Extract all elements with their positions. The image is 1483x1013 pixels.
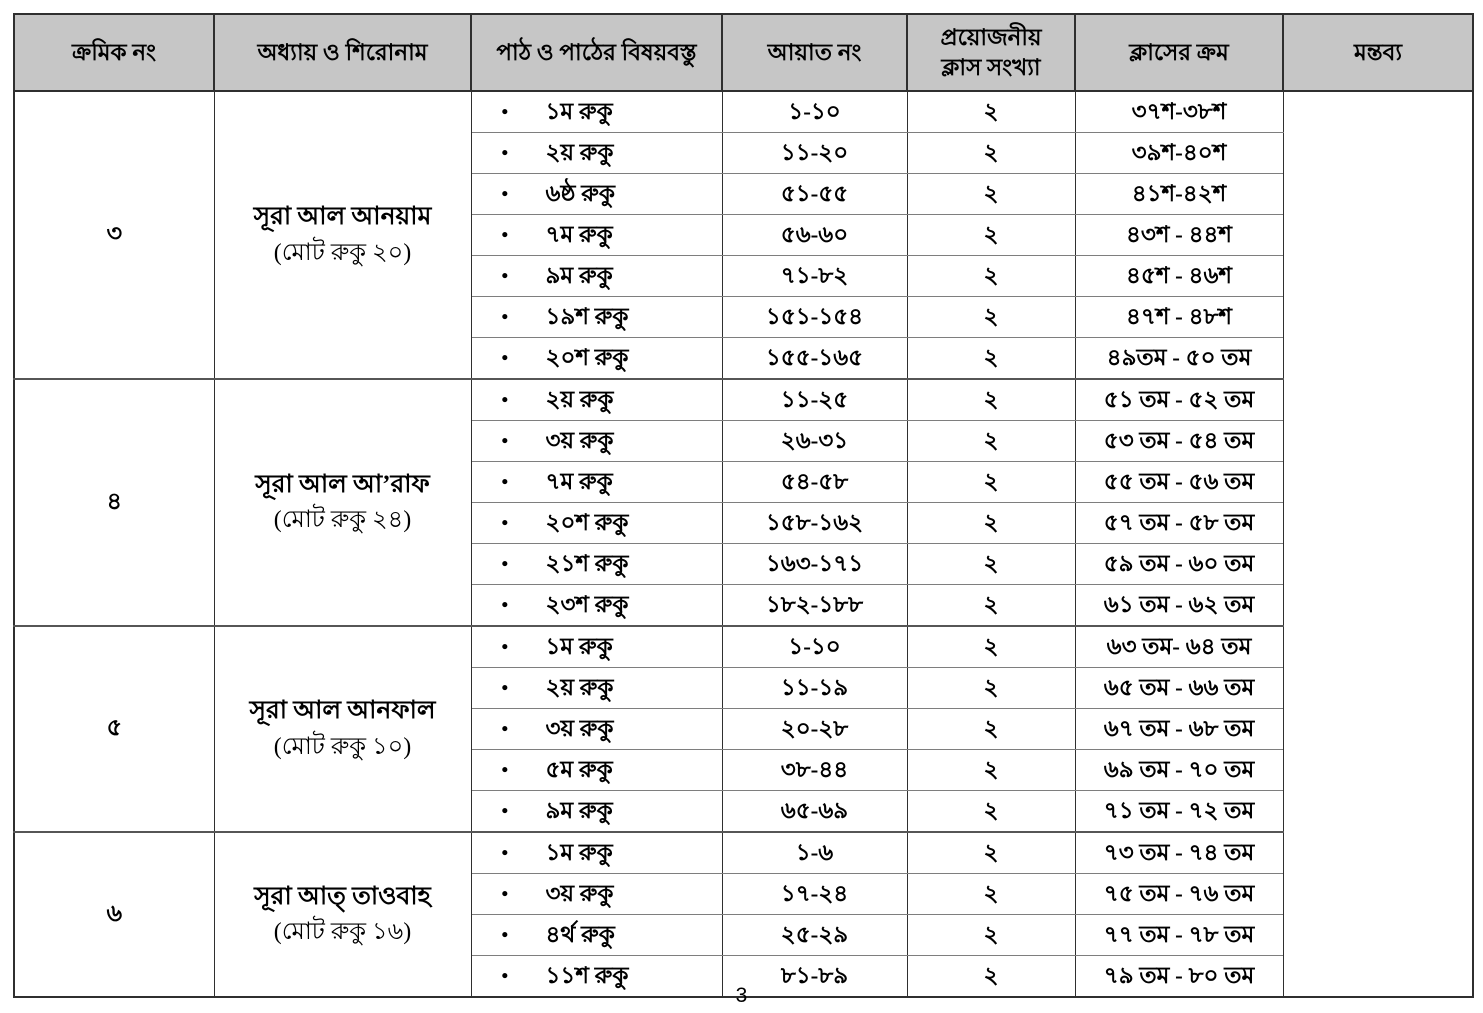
chapter-title-cell xyxy=(214,91,471,379)
ayat-cell: ৭১-৮২ xyxy=(722,256,907,297)
lesson-cell xyxy=(471,256,722,297)
bullet-icon: • xyxy=(501,760,509,782)
table-row xyxy=(14,379,1473,421)
lesson-label: ৬ষ্ঠ রুকু xyxy=(545,180,615,206)
lesson-label: ২য় রুকু xyxy=(545,386,614,412)
class-order-cell: ৩৭শ-৩৮শ xyxy=(1075,91,1283,133)
bullet-icon: • xyxy=(501,554,509,576)
class-count-cell: ২ xyxy=(907,215,1075,256)
ayat-cell: ১১-১৯ xyxy=(722,668,907,709)
lesson-cell xyxy=(471,338,722,380)
bullet-icon: • xyxy=(501,225,509,247)
bullet-icon: • xyxy=(501,637,509,659)
ayat-cell: ১-১০ xyxy=(722,626,907,668)
lesson-cell xyxy=(471,462,722,503)
ayat-cell: ১৫১-১৫৪ xyxy=(722,297,907,338)
lesson-label: ৪র্থ রুকু xyxy=(545,921,615,947)
table-row xyxy=(14,91,1473,133)
class-count-cell: ২ xyxy=(907,874,1075,915)
lesson-cell xyxy=(471,215,722,256)
class-order-cell: ৫৭ তম - ৫৮ তম xyxy=(1075,503,1283,544)
ayat-cell: ১৫৫-১৬৫ xyxy=(722,338,907,380)
class-order-cell: ৪৭শ - ৪৮শ xyxy=(1075,297,1283,338)
class-order-cell: ৭১ তম - ৭২ তম xyxy=(1075,791,1283,833)
lesson-cell xyxy=(471,668,722,709)
lesson-label: ৯ম রুকু xyxy=(545,797,613,823)
class-order-cell: ৬৫ তম - ৬৬ তম xyxy=(1075,668,1283,709)
class-count-cell: ২ xyxy=(907,544,1075,585)
ayat-cell: ৫৪-৫৮ xyxy=(722,462,907,503)
bullet-icon: • xyxy=(501,678,509,700)
lesson-label: ২০শ রুকু xyxy=(545,344,629,370)
remarks-cell xyxy=(1283,91,1473,997)
lesson-cell xyxy=(471,503,722,544)
class-order-cell: ৫১ তম - ৫২ তম xyxy=(1075,379,1283,421)
class-count-cell: ২ xyxy=(907,503,1075,544)
ayat-cell: ৫৬-৬০ xyxy=(722,215,907,256)
lesson-cell xyxy=(471,750,722,791)
class-order-cell: ৪৩শ - ৪৪শ xyxy=(1075,215,1283,256)
lesson-label: ৫ম রুকু xyxy=(545,756,613,782)
lesson-label: ১৯শ রুকু xyxy=(545,303,629,329)
lesson-label: ৩য় রুকু xyxy=(545,427,614,453)
lesson-cell xyxy=(471,91,722,133)
lesson-cell xyxy=(471,709,722,750)
class-count-cell: ২ xyxy=(907,256,1075,297)
serial-cell: ৫ xyxy=(14,626,214,832)
bullet-icon: • xyxy=(501,719,509,741)
class-order-cell: ৬৭ তম - ৬৮ তম xyxy=(1075,709,1283,750)
ayat-cell: ২৫-২৯ xyxy=(722,915,907,956)
bullet-icon: • xyxy=(501,801,509,823)
bullet-icon: • xyxy=(501,431,509,453)
lesson-label: ১১শ রুকু xyxy=(545,962,629,988)
header-ayat: আয়াত নং xyxy=(722,14,907,91)
lesson-label: ২০শ রুকু xyxy=(545,509,629,535)
class-count-cell: ২ xyxy=(907,91,1075,133)
lesson-label: ২য় রুকু xyxy=(545,139,614,165)
lesson-cell xyxy=(471,585,722,627)
ayat-cell: ১৬৩-১৭১ xyxy=(722,544,907,585)
lesson-label: ৯ম রুকু xyxy=(545,262,613,288)
chapter-title-cell xyxy=(214,832,471,997)
class-count-cell: ২ xyxy=(907,709,1075,750)
lesson-cell xyxy=(471,832,722,874)
serial-cell: ৬ xyxy=(14,832,214,997)
ayat-cell: ৫১-৫৫ xyxy=(722,174,907,215)
lesson-label: ১ম রুকু xyxy=(545,633,613,659)
bullet-icon: • xyxy=(501,390,509,412)
class-order-cell: ৫৩ তম - ৫৪ তম xyxy=(1075,421,1283,462)
bullet-icon: • xyxy=(501,184,509,206)
class-count-cell: ২ xyxy=(907,133,1075,174)
class-order-cell: ৬৩ তম- ৬৪ তম xyxy=(1075,626,1283,668)
class-count-cell: ২ xyxy=(907,791,1075,833)
bullet-icon: • xyxy=(501,348,509,370)
class-count-cell: ২ xyxy=(907,462,1075,503)
lesson-label: ১ম রুকু xyxy=(545,98,613,124)
lesson-label: ২১শ রুকু xyxy=(545,550,629,576)
ayat-cell: ১-১০ xyxy=(722,91,907,133)
table-row xyxy=(14,832,1473,874)
header-remarks: মন্তব্য xyxy=(1283,14,1473,91)
class-order-cell: ৬১ তম - ৬২ তম xyxy=(1075,585,1283,627)
lesson-cell xyxy=(471,133,722,174)
lesson-label: ৭ম রুকু xyxy=(545,468,613,494)
lesson-label: ৩য় রুকু xyxy=(545,715,614,741)
lesson-cell xyxy=(471,379,722,421)
header-row xyxy=(14,14,1473,91)
class-order-cell: ৫৫ তম - ৫৬ তম xyxy=(1075,462,1283,503)
lesson-cell xyxy=(471,791,722,833)
serial-cell: ৩ xyxy=(14,91,214,379)
class-order-cell: ৪১শ-৪২শ xyxy=(1075,174,1283,215)
lesson-cell xyxy=(471,874,722,915)
lesson-cell xyxy=(471,544,722,585)
ayat-cell: ২০-২৮ xyxy=(722,709,907,750)
ayat-cell: ১৭-২৪ xyxy=(722,874,907,915)
chapter-title: সূরা আত্ তাওবাহ xyxy=(254,882,431,910)
class-count-cell: ২ xyxy=(907,626,1075,668)
table-row xyxy=(14,626,1473,668)
bullet-icon: • xyxy=(501,307,509,329)
class-count-cell: ২ xyxy=(907,585,1075,627)
bullet-icon: • xyxy=(501,102,509,124)
lesson-label: ৩য় রুকু xyxy=(545,880,614,906)
header-serial: ক্রমিক নং xyxy=(14,14,214,91)
chapter-title: সূরা আল আনয়াম xyxy=(253,203,432,231)
ayat-cell: ১-৬ xyxy=(722,832,907,874)
bullet-icon: • xyxy=(501,513,509,535)
class-count-cell: ২ xyxy=(907,750,1075,791)
class-order-cell: ৪৫শ - ৪৬শ xyxy=(1075,256,1283,297)
header-class-count: প্রয়োজনীয় ক্লাস সংখ্যা xyxy=(907,14,1075,91)
table-body xyxy=(14,91,1473,997)
bullet-icon: • xyxy=(501,884,509,906)
ayat-cell: ৮১-৮৯ xyxy=(722,956,907,998)
lesson-cell xyxy=(471,421,722,462)
class-count-cell: ২ xyxy=(907,832,1075,874)
class-order-cell: ৫৯ তম - ৬০ তম xyxy=(1075,544,1283,585)
chapter-title: সূরা আল আনফাল xyxy=(249,697,436,725)
lesson-label: ৭ম রুকু xyxy=(545,221,613,247)
lesson-cell xyxy=(471,297,722,338)
syllabus-table xyxy=(13,13,1474,998)
class-order-cell: ৭৭ তম - ৭৮ তম xyxy=(1075,915,1283,956)
chapter-title: সূরা আল আ’রাফ xyxy=(255,470,430,498)
class-count-cell: ২ xyxy=(907,915,1075,956)
class-count-cell: ২ xyxy=(907,956,1075,998)
class-order-cell: ৭৫ তম - ৭৬ তম xyxy=(1075,874,1283,915)
class-order-cell: ৭৩ তম - ৭৪ তম xyxy=(1075,832,1283,874)
ayat-cell: ১১-২৫ xyxy=(722,379,907,421)
serial-cell: ৪ xyxy=(14,379,214,626)
class-count-cell: ২ xyxy=(907,338,1075,380)
bullet-icon: • xyxy=(501,472,509,494)
ayat-cell: ৬৫-৬৯ xyxy=(722,791,907,833)
ayat-cell: ১৫৮-১৬২ xyxy=(722,503,907,544)
bullet-icon: • xyxy=(501,843,509,865)
lesson-label: ২য় রুকু xyxy=(545,674,614,700)
chapter-title-cell xyxy=(214,379,471,626)
class-order-cell: ৬৯ তম - ৭০ তম xyxy=(1075,750,1283,791)
class-order-cell: ৪৯তম - ৫০ তম xyxy=(1075,338,1283,380)
chapter-title-cell xyxy=(214,626,471,832)
class-count-cell: ২ xyxy=(907,379,1075,421)
header-class-order: ক্লাসের ক্রম xyxy=(1075,14,1283,91)
bullet-icon: • xyxy=(501,595,509,617)
header-lesson: পাঠ ও পাঠের বিষয়বস্তু xyxy=(471,14,722,91)
page-number: 3 xyxy=(735,984,748,1007)
bullet-icon: • xyxy=(501,143,509,165)
header-chapter: অধ্যায় ও শিরোনাম xyxy=(214,14,471,91)
chapter-subtitle: (মোট রুকু ১৬) xyxy=(273,919,412,946)
lesson-cell xyxy=(471,626,722,668)
class-order-cell: ৩৯শ-৪০শ xyxy=(1075,133,1283,174)
bullet-icon: • xyxy=(501,925,509,947)
class-count-cell: ২ xyxy=(907,421,1075,462)
class-count-cell: ২ xyxy=(907,297,1075,338)
lesson-cell xyxy=(471,174,722,215)
ayat-cell: ১১-২০ xyxy=(722,133,907,174)
class-order-cell: ৭৯ তম - ৮০ তম xyxy=(1075,956,1283,998)
bullet-icon: • xyxy=(501,966,509,988)
lesson-label: ২৩শ রুকু xyxy=(545,591,629,617)
table-header xyxy=(14,14,1473,91)
bullet-icon: • xyxy=(501,266,509,288)
class-count-cell: ২ xyxy=(907,668,1075,709)
ayat-cell: ২৬-৩১ xyxy=(722,421,907,462)
ayat-cell: ৩৮-৪৪ xyxy=(722,750,907,791)
ayat-cell: ১৮২-১৮৮ xyxy=(722,585,907,627)
chapter-subtitle: (মোট রুকু ১০) xyxy=(273,733,412,760)
chapter-subtitle: (মোট রুকু ২০) xyxy=(273,239,412,266)
chapter-subtitle: (মোট রুকু ২৪) xyxy=(273,507,412,534)
class-count-cell: ২ xyxy=(907,174,1075,215)
lesson-label: ১ম রুকু xyxy=(545,839,613,865)
lesson-cell xyxy=(471,915,722,956)
